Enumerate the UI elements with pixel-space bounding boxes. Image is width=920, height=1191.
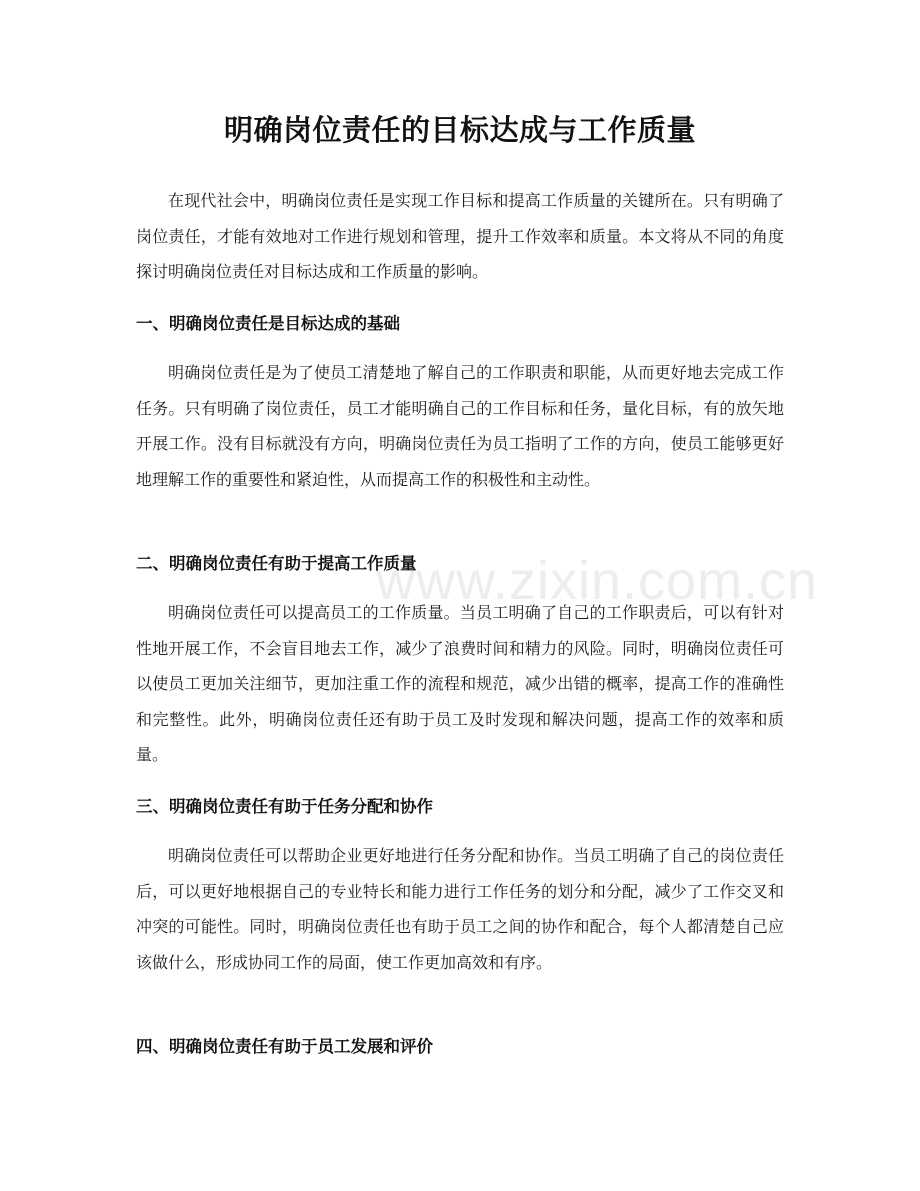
section-1-body: 明确岗位责任是为了使员工清楚地了解自己的工作职责和职能，从而更好地去完成工作任务。只有明确了岗位责任，员工才能明确自己的工作目标和任务，量化目标，有的放矢地开展工作。没有目标就没有方向，明确岗位责任为员工指明了工作的方向，使员工能够更好地理解工作的重要性和紧迫性，从而提高工作的积极性和主动性。 xyxy=(136,363,784,489)
section-2-heading: 二、明确岗位责任有助于提高工作质量 xyxy=(136,554,417,573)
intro-paragraph: 在现代社会中，明确岗位责任是实现工作目标和提高工作质量的关键所在。只有明确了岗位责任，才能有效地对工作进行规划和管理，提升工作效率和质量。本文将从不同的角度探讨明确岗位责任对目标达成和工作质量的影响。 xyxy=(136,191,784,281)
section-3-body: 明确岗位责任可以帮助企业更好地进行任务分配和协作。当员工明确了自己的岗位责任后，可以更好地根据自己的专业特长和能力进行工作任务的划分和分配，减少了工作交叉和冲突的可能性。同时，明确岗位责任也有助于员工之间的协作和配合，每个人都清楚自己应该做什么，形成协同工作的局面，使工作更加高效和有序。 xyxy=(136,846,784,972)
document-title: 明确岗位责任的目标达成与工作质量 xyxy=(223,113,696,147)
watermark: www.zixin.com.cn xyxy=(376,551,819,611)
section-2-body: 明确岗位责任可以提高员工的工作质量。当员工明确了自己的工作职责后，可以有针对性地开展工作，不会盲目地去工作，减少了浪费时间和精力的风险。同时，明确岗位责任可以使员工更加关注细节，更加注重工作的流程和规范，减少出错的概率，提高工作的准确性和完整性。此外，明确岗位责任还有助于员工及时发现和解决问题，提高工作的效率和质量。 xyxy=(136,603,784,764)
section-1-heading: 一、明确岗位责任是目标达成的基础 xyxy=(136,314,400,333)
section-4-heading: 四、明确岗位责任有助于员工发展和评价 xyxy=(136,1037,433,1056)
section-3-heading: 三、明确岗位责任有助于任务分配和协作 xyxy=(136,797,433,816)
